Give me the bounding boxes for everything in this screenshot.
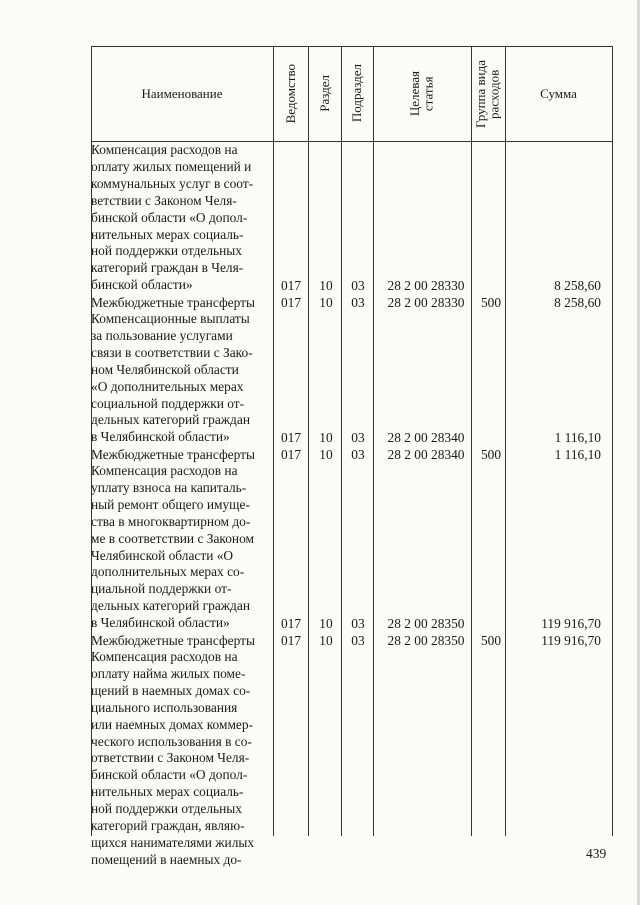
cell-razdel: 10	[319, 278, 333, 293]
text-line: ства в многоквартирном до-	[91, 513, 251, 529]
header-podrazdel-label: Подраздел	[349, 64, 365, 123]
item-name-housing-utilities	[91, 142, 270, 294]
cell-vedomstvo: 017	[280, 616, 302, 631]
text-line: категорий граждан, являю-	[91, 818, 245, 834]
cell-sum: 1 116,10	[554, 447, 601, 462]
header-sum-label: Сумма	[540, 85, 577, 101]
page-number: 439	[586, 846, 607, 861]
text-line: циальной поддержки от-	[91, 581, 232, 597]
text-line: нительных мерах социаль-	[91, 226, 244, 242]
cell-podrazdel: 03	[351, 295, 365, 310]
cell-expense-group: 500	[480, 633, 502, 648]
cell-podrazdel: 03	[351, 447, 365, 462]
text-line: щений в наемных домах со-	[91, 682, 251, 698]
text-line: бинской области»	[91, 277, 193, 293]
cell-razdel: 10	[319, 633, 333, 648]
cell-vedomstvo: 017	[280, 430, 302, 445]
item-name-communication-services	[91, 311, 270, 446]
header-podrazdel	[341, 46, 373, 141]
table-row	[91, 294, 613, 311]
item-name-transfers: Межбюджетные трансферты	[91, 295, 255, 310]
text-line: дополнительных мерах со-	[91, 564, 245, 580]
text-line: Компенсация расходов на	[91, 463, 238, 478]
text-line: бинской области «О допол-	[91, 767, 248, 783]
header-razdel-label: Раздел	[316, 75, 332, 112]
header-stat-line2: статья	[421, 76, 436, 111]
cell-sum: 119 916,70	[541, 633, 601, 648]
text-line: помещений в наемных до-	[91, 851, 242, 867]
cell-sum: 8 258,60	[554, 278, 601, 293]
text-line: оплату жилых помещений и	[91, 158, 252, 174]
header-stat-line1: Целевая	[407, 70, 423, 117]
cell-razdel: 10	[319, 447, 333, 462]
cell-expense-group: 500	[480, 295, 502, 310]
table-row	[91, 446, 613, 463]
text-line: социальной поддержки от-	[91, 395, 245, 411]
header-expense-group-label	[474, 60, 501, 128]
cell-podrazdel: 03	[351, 278, 365, 293]
text-line: коммунальных услуг в соот-	[91, 175, 254, 191]
cell-razdel: 10	[319, 295, 333, 310]
text-line: ный ремонт общего имуще-	[91, 496, 250, 512]
header-group-line1: Группа вида	[473, 59, 489, 128]
cell-vedomstvo: 017	[280, 633, 302, 648]
table-header	[91, 46, 613, 141]
text-line: дельных категорий граждан	[91, 412, 250, 428]
text-line: ной поддержки отдельных	[91, 801, 242, 817]
text-line: Компенсационные выплаты	[91, 311, 250, 326]
text-line: в Челябинской области»	[91, 429, 230, 445]
text-line: «О дополнительных мерах	[91, 378, 244, 394]
item-name-transfers: Межбюджетные трансферты	[91, 633, 255, 648]
item-name-rental-housing	[91, 649, 270, 869]
item-name-transfers: Межбюджетные трансферты	[91, 447, 255, 462]
text-line: категорий граждан в Челя-	[91, 260, 244, 276]
header-vedomstvo	[273, 46, 308, 141]
item-name-capital-repair	[91, 463, 270, 632]
cell-razdel: 10	[319, 616, 333, 631]
cell-podrazdel: 03	[351, 616, 365, 631]
header-target-article-label	[408, 71, 435, 116]
text-line: уплату взноса на капиталь-	[91, 479, 247, 495]
table-row	[91, 632, 613, 649]
text-line: ме в соответствии с Законом	[91, 530, 254, 546]
cell-target-article: 28 2 00 28340	[387, 430, 465, 445]
header-razdel	[308, 46, 341, 141]
cell-target-article: 28 2 00 28350	[387, 633, 465, 648]
cell-vedomstvo: 017	[280, 447, 302, 462]
text-line: Компенсация расходов на	[91, 649, 238, 664]
cell-target-article: 28 2 00 28350	[387, 616, 465, 631]
table-row	[91, 429, 613, 446]
header-sum	[505, 46, 612, 141]
cell-target-article: 28 2 00 28330	[387, 295, 465, 310]
cell-podrazdel: 03	[351, 633, 365, 648]
cell-podrazdel: 03	[351, 430, 365, 445]
text-line: Челябинской области «О	[91, 547, 234, 563]
text-line: Компенсация расходов на	[91, 142, 238, 157]
header-vedomstvo-label: Ведомство	[282, 63, 298, 124]
header-name-label: Наименование	[141, 85, 223, 101]
text-line: щихся нанимателями жилых	[91, 834, 255, 850]
text-line: или наемных домах коммер-	[91, 716, 254, 732]
table-row	[91, 615, 613, 632]
cell-razdel: 10	[319, 430, 333, 445]
text-line: ческого использования в со-	[91, 733, 252, 749]
cell-sum: 1 116,10	[554, 430, 601, 445]
text-line: циального использования	[91, 699, 238, 715]
text-line: связи в соответствии с Зако-	[91, 344, 253, 360]
text-line: дельных категорий граждан	[91, 598, 250, 614]
cell-sum: 119 916,70	[541, 616, 601, 631]
text-line: за пользование услугами	[91, 327, 233, 343]
text-line: бинской области «О допол-	[91, 209, 248, 225]
text-line: оплату найма жилых поме-	[91, 665, 246, 681]
cell-vedomstvo: 017	[280, 278, 302, 293]
text-line: ответствии с Законом Челя-	[91, 750, 250, 766]
cell-vedomstvo: 017	[280, 295, 302, 310]
text-line: ном Челябинской области	[91, 361, 239, 377]
header-group-line2: расходов	[487, 68, 502, 119]
cell-expense-group: 500	[480, 447, 502, 462]
text-line: ветствии с Законом Челя-	[91, 192, 237, 208]
text-line: нительных мерах социаль-	[91, 784, 244, 800]
header-expense-group	[471, 46, 505, 141]
text-line: в Челябинской области»	[91, 615, 230, 631]
text-line: ной поддержки отдельных	[91, 243, 242, 259]
header-name	[91, 46, 273, 141]
cell-target-article: 28 2 00 28340	[387, 447, 465, 462]
header-target-article	[373, 46, 471, 141]
table-row	[91, 277, 613, 294]
cell-sum: 8 258,60	[554, 295, 601, 310]
cell-target-article: 28 2 00 28330	[387, 278, 465, 293]
